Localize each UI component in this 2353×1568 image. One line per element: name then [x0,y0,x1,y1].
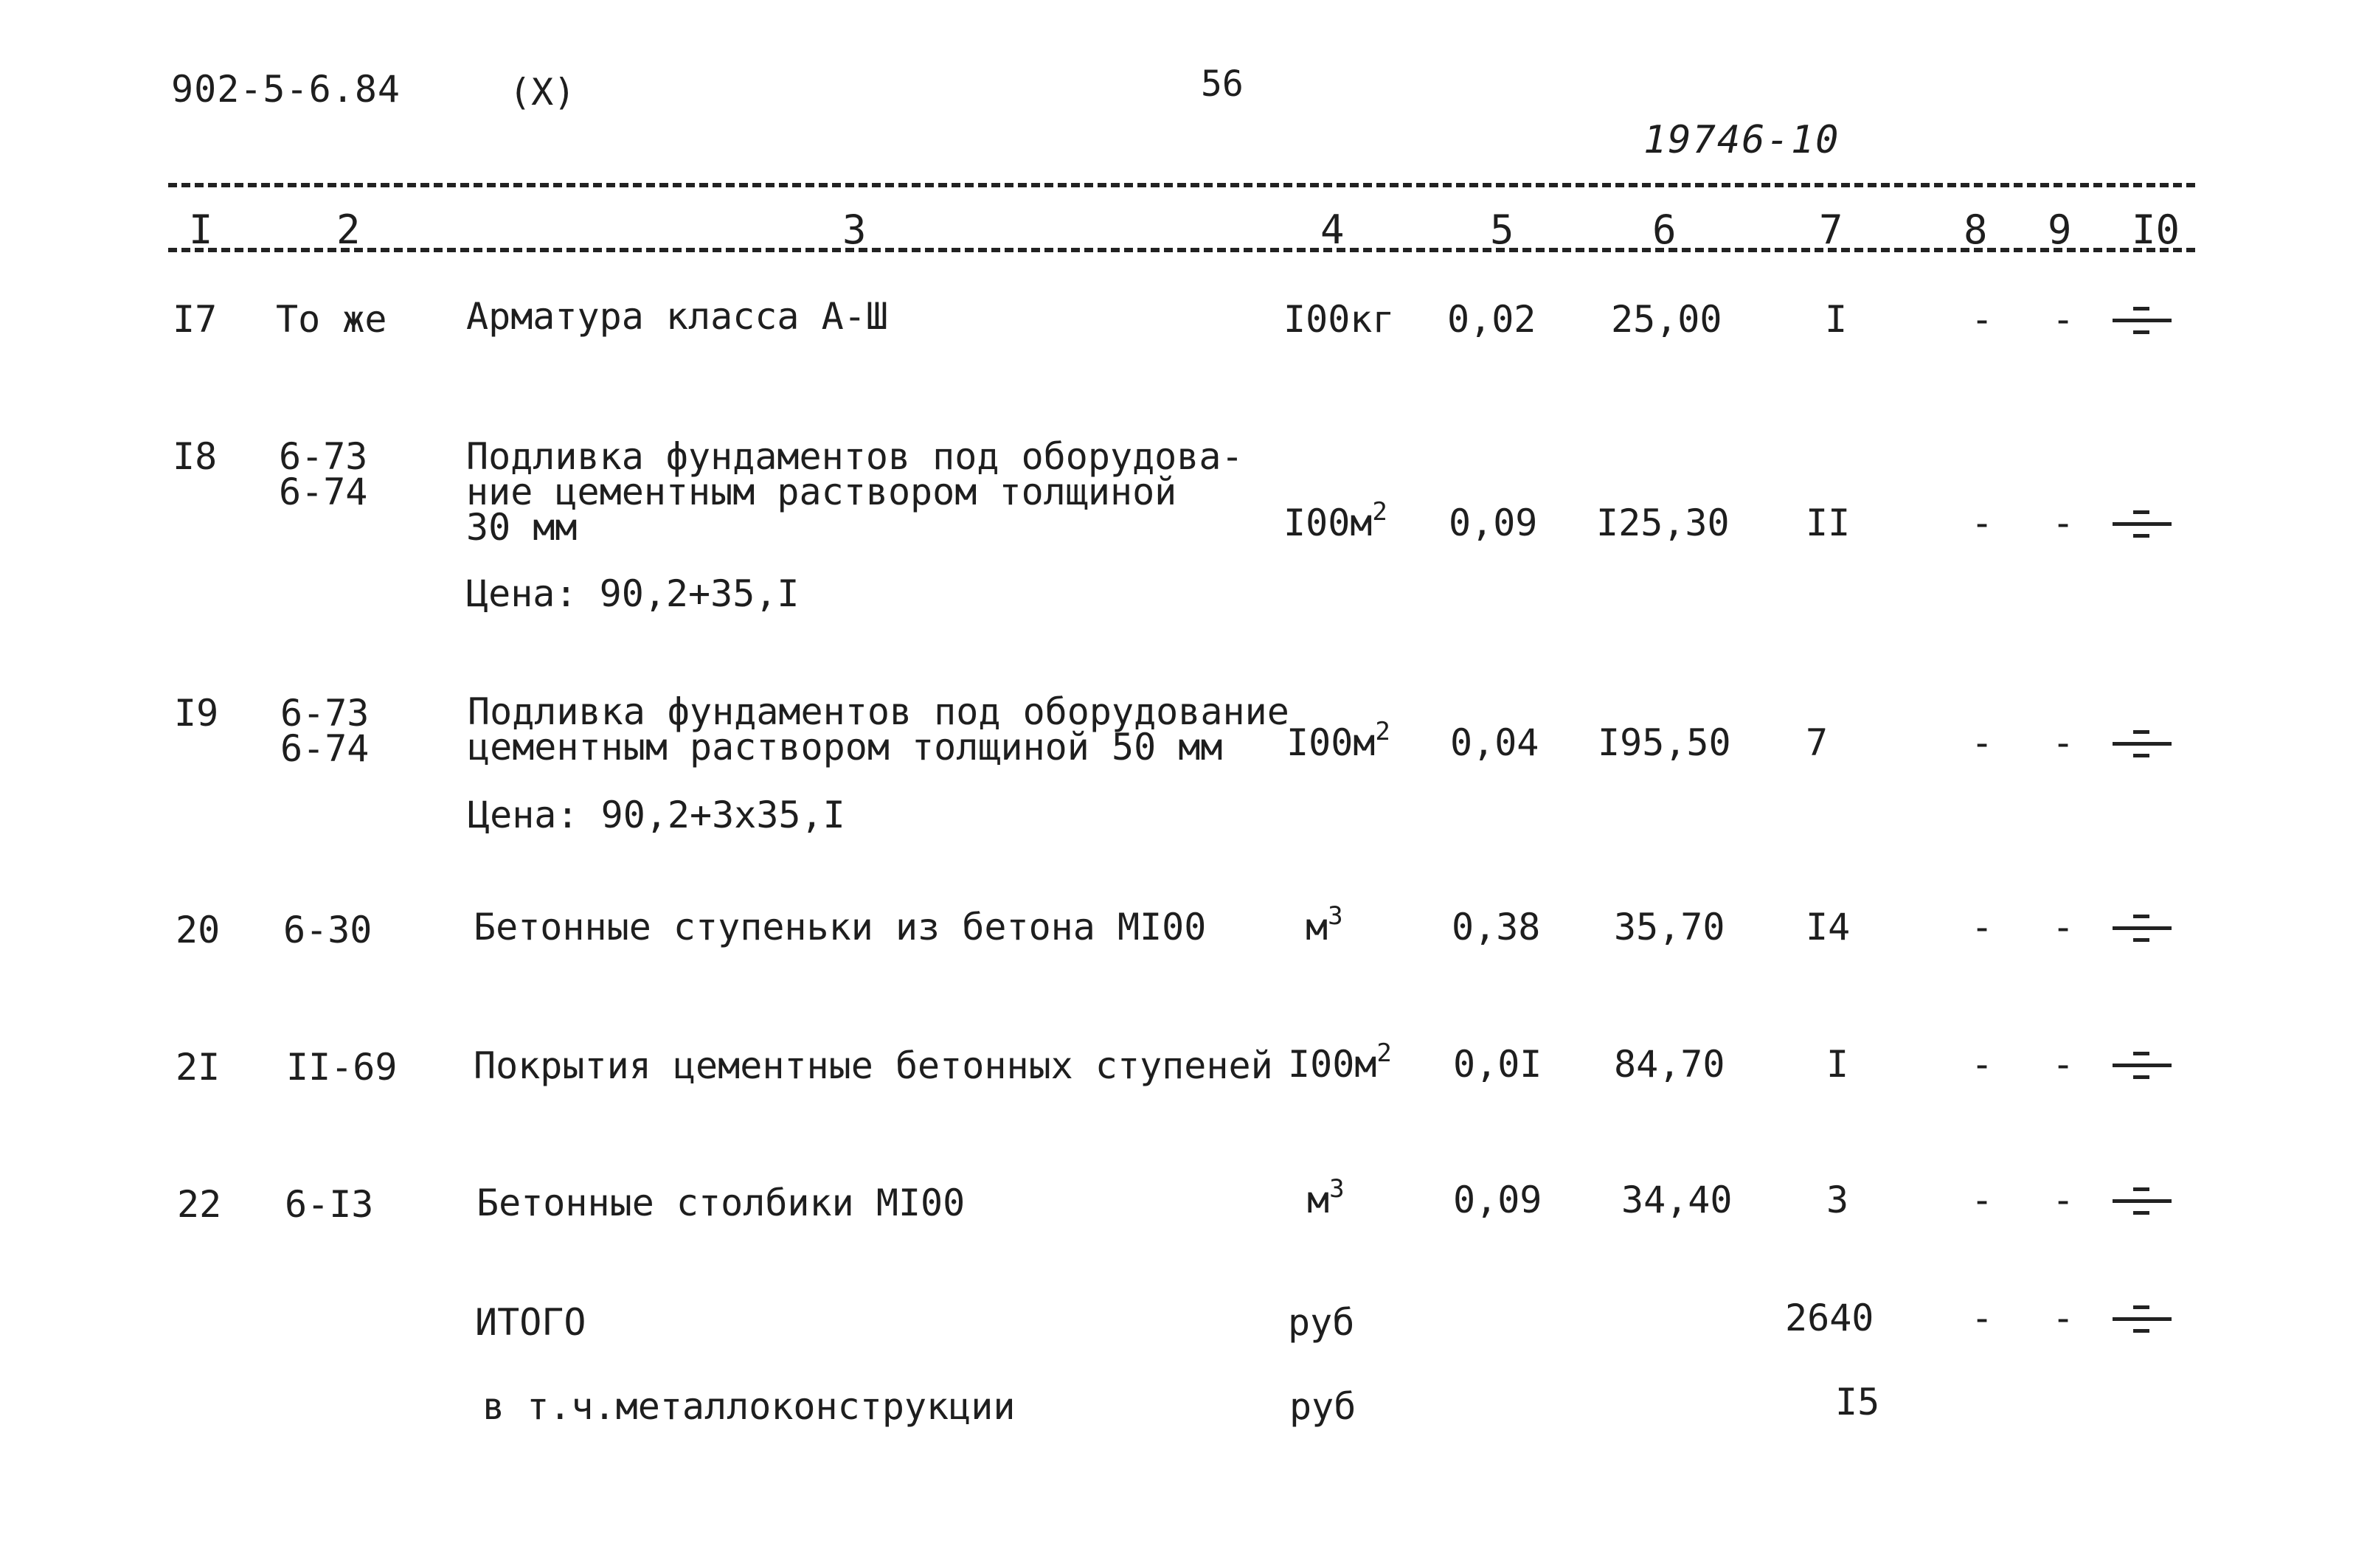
row-unit: $I00м^2$ [1288,1038,1392,1086]
row-number: 2I [176,1046,221,1089]
column-header: 8 [1964,207,1988,253]
row-price: 34,40 [1621,1179,1733,1221]
row-unit: I00кг [1283,298,1395,341]
totals-value: 2640 [1785,1297,1874,1339]
column-header: 7 [1819,207,1843,253]
row-price: I95,50 [1598,721,1731,764]
metal-structures-label: в т.ч.металлоконструкции [482,1385,1016,1428]
row-col9: - [2052,1179,2075,1221]
row-total: I [1826,1043,1849,1086]
row-description: Бетонные ступеньки из бетона МI00 [474,906,1207,948]
row-quantity: 0,38 [1452,906,1541,948]
row-col8: - [1971,1043,1994,1086]
row-code: 6-73 [280,692,370,735]
column-header: 3 [842,207,867,253]
row-price: I25,30 [1596,502,1730,544]
row-col8: - [1971,502,1994,544]
row-quantity: 0,04 [1450,721,1539,764]
column-header: I0 [2132,207,2180,253]
ditto-mark-icon [2113,1182,2172,1221]
row-description: Арматура класса А-Ш [466,295,888,338]
row-code: 6-I3 [285,1183,374,1226]
ditto-mark-icon [2113,1300,2172,1339]
row-quantity: 0,0I [1453,1043,1542,1086]
row-unit: $I00м^2$ [1286,717,1390,764]
row-description: Подливка фундаментов под оборудова- [466,435,1244,478]
row-code: То же [276,298,387,341]
row-description: Покрытия цементные бетонных ступеней [474,1044,1273,1087]
row-total: 7 [1806,721,1829,764]
row-quantity: 0,09 [1449,502,1538,544]
ditto-mark-icon [2113,909,2172,948]
header-bottom-rule [168,248,2195,252]
row-price-note: Цена: 90,2+3х35,I [468,794,845,836]
row-col9: - [2052,906,2075,948]
totals-unit: руб [1288,1301,1355,1344]
row-col8: - [1971,906,1994,948]
totals-col9: - [2052,1297,2075,1339]
column-header: 4 [1320,207,1345,253]
column-header: 6 [1652,207,1677,253]
page-number: 56 [1201,63,1244,105]
ditto-mark-icon [2113,724,2172,764]
row-description: цементным раствором толщиной 50 мм [468,726,1223,769]
row-unit: $I00м^2$ [1283,497,1387,544]
row-number: I8 [173,435,218,478]
metal-structures-unit: руб [1289,1385,1356,1428]
row-total: II [1806,502,1851,544]
row-quantity: 0,09 [1453,1179,1542,1221]
row-code: 6-30 [283,909,372,951]
document-mark: (X) [509,71,576,114]
row-code: 6-74 [279,471,368,513]
row-description: 30 мм [466,506,578,549]
row-price: 84,70 [1614,1043,1725,1086]
column-header: 9 [2048,207,2072,253]
ditto-mark-icon [2113,1046,2172,1086]
row-col9: - [2052,721,2075,764]
row-col8: - [1971,721,1994,764]
row-quantity: 0,02 [1447,298,1536,341]
row-code: II-69 [286,1046,398,1089]
row-price: 25,00 [1611,298,1722,341]
row-col8: - [1971,1179,1994,1221]
row-number: 20 [176,909,221,951]
row-col9: - [2052,298,2075,341]
metal-structures-value: I5 [1835,1381,1880,1423]
row-total: 3 [1826,1179,1849,1221]
document-code: 902-5-6.84 [171,68,401,111]
row-code: 6-73 [279,435,368,478]
row-price-note: Цена: 90,2+35,I [466,572,800,615]
row-col8: - [1971,298,1994,341]
header-top-rule [168,183,2195,187]
handwritten-stamp: 19746-10 [1643,118,1840,162]
row-code: 6-74 [280,727,370,770]
ditto-mark-icon [2113,504,2172,544]
row-number: I7 [173,298,218,341]
row-number: 22 [177,1183,222,1226]
row-description: Подливка фундаментов под оборудование [468,690,1289,733]
row-unit: $м^3$ [1307,1174,1345,1221]
row-number: I9 [174,692,219,735]
totals-label: ИТОГО [475,1301,586,1344]
column-header: 5 [1490,207,1514,253]
row-total: I [1825,298,1848,341]
column-header: I [189,207,213,253]
row-unit: $м^3$ [1306,901,1343,948]
ditto-mark-icon [2113,301,2172,341]
row-description: ние цементным раствором толщиной [466,471,1177,513]
row-price: 35,70 [1614,906,1725,948]
row-col9: - [2052,502,2075,544]
row-total: I4 [1806,906,1851,948]
row-col9: - [2052,1043,2075,1086]
column-header: 2 [336,207,361,253]
totals-col8: - [1971,1297,1994,1339]
row-description: Бетонные столбики МI00 [477,1182,966,1224]
